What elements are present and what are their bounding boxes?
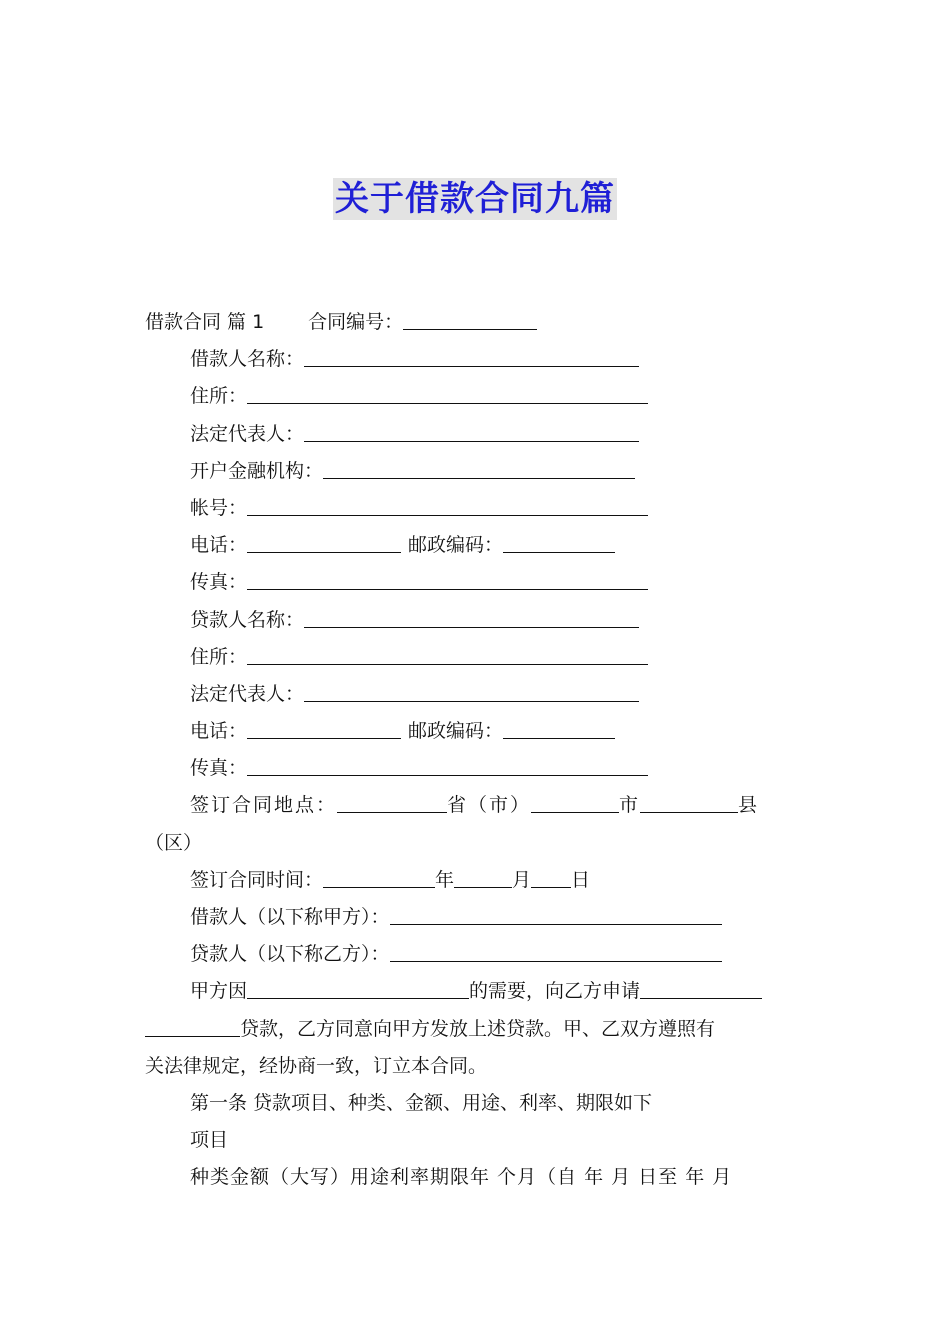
document-body [145, 304, 807, 1197]
item-row [145, 1122, 807, 1159]
lender-name-field[interactable] [304, 603, 639, 628]
lender-phone-label: 电话： [190, 720, 248, 743]
lender-postcode-label: 邮政编码： [408, 720, 504, 743]
borrower-account-field[interactable] [247, 491, 648, 516]
signing-time-label: 签订合同时间： [190, 868, 324, 891]
article-1-row [145, 1085, 807, 1122]
columns-text: 种类金额（大写）用途利率期限年 个月（自 年 月 日至 年 月 [190, 1166, 733, 1189]
loan-type-field[interactable] [640, 974, 762, 999]
body-p1-line2: 贷款，乙方同意向甲方发放上述贷款。甲、乙双方遵照有 [240, 1017, 716, 1040]
county-label: 县 [738, 794, 760, 817]
body-line-3 [145, 1048, 807, 1085]
lender-phone-field[interactable] [247, 714, 401, 739]
district-label: （区） [145, 831, 203, 854]
borrower-bank-label: 开户金融机构： [190, 459, 324, 482]
body-p1-start: 甲方因 [190, 980, 248, 1003]
party-b-field[interactable] [390, 937, 722, 962]
borrower-address-row [145, 378, 807, 415]
borrower-legal-rep-label: 法定代表人： [190, 422, 305, 445]
body-p1-line3: 关法律规定，经协商一致，订立本合同。 [145, 1054, 488, 1077]
lender-postcode-field[interactable] [503, 714, 615, 739]
lender-fax-field[interactable] [247, 751, 648, 776]
borrower-legal-rep-row [145, 416, 807, 453]
signing-place-cont-row [145, 825, 807, 862]
borrower-fax-label: 传真： [190, 571, 248, 594]
lender-address-label: 住所： [190, 645, 248, 668]
header-line [145, 304, 807, 341]
province-label: 省（市） [447, 794, 532, 817]
lender-legal-rep-row [145, 676, 807, 713]
borrower-postcode-field[interactable] [503, 528, 615, 553]
lender-legal-rep-field[interactable] [304, 677, 639, 702]
county-field[interactable] [640, 788, 738, 813]
lender-fax-row [145, 750, 807, 787]
document-title: 关于借款合同九篇 [335, 179, 615, 219]
city-label: 市 [619, 794, 641, 817]
lender-address-field[interactable] [247, 640, 648, 665]
columns-row [145, 1159, 807, 1196]
party-b-label: 贷款人（以下称乙方）： [190, 943, 390, 966]
borrower-account-label: 帐号： [190, 496, 248, 519]
year-field[interactable] [323, 863, 435, 888]
body-p1-mid: 的需要，向乙方申请 [469, 980, 641, 1003]
lender-address-row [145, 639, 807, 676]
province-field[interactable] [337, 788, 447, 813]
borrower-name-field[interactable] [304, 342, 639, 367]
loan-type-field-cont[interactable] [145, 1012, 240, 1037]
borrower-postcode-label: 邮政编码： [408, 534, 504, 557]
borrower-name-row [145, 341, 807, 378]
borrower-fax-row [145, 564, 807, 601]
signing-place-row [145, 787, 807, 824]
party-a-label: 借款人（以下称甲方）： [190, 906, 390, 928]
borrower-legal-rep-field[interactable] [304, 417, 639, 442]
contract-no-label: 合同编号： [308, 311, 404, 333]
body-line-1 [145, 973, 807, 1010]
borrower-address-label: 住所： [190, 385, 248, 408]
article-1-heading: 第一条 贷款项目、种类、金额、用途、利率、期限如下 [190, 1091, 653, 1114]
borrower-address-field[interactable] [247, 379, 648, 404]
day-label: 日 [571, 868, 591, 891]
borrower-account-row [145, 490, 807, 527]
lender-name-row [145, 602, 807, 639]
lender-phone-row [145, 713, 807, 750]
party-a-row [145, 899, 807, 936]
signing-time-row [145, 862, 807, 899]
day-field[interactable] [531, 863, 571, 888]
lender-fax-label: 传真： [190, 757, 248, 780]
borrower-fax-field[interactable] [247, 565, 648, 590]
city-field[interactable] [531, 788, 619, 813]
lender-legal-rep-label: 法定代表人： [190, 682, 305, 705]
lender-name-label: 贷款人名称： [190, 608, 305, 631]
year-label: 年 [435, 868, 455, 891]
month-field[interactable] [454, 863, 512, 888]
item-label: 项目 [190, 1129, 229, 1152]
title-wrap [0, 178, 950, 220]
signing-place-label: 签订合同地点： [190, 794, 338, 817]
borrower-name-label: 借款人名称： [190, 348, 305, 371]
borrower-phone-row [145, 527, 807, 564]
contract-no-field[interactable] [403, 305, 537, 330]
party-b-row [145, 936, 807, 973]
borrower-bank-field[interactable] [323, 454, 635, 479]
party-a-field[interactable] [390, 900, 722, 925]
borrower-bank-row [145, 453, 807, 490]
borrower-phone-field[interactable] [247, 528, 401, 553]
purpose-field[interactable] [247, 974, 469, 999]
month-label: 月 [512, 868, 532, 891]
body-line-2 [145, 1011, 807, 1048]
borrower-phone-label: 电话： [190, 534, 248, 557]
doc-name: 借款合同 篇 1 [145, 311, 265, 333]
